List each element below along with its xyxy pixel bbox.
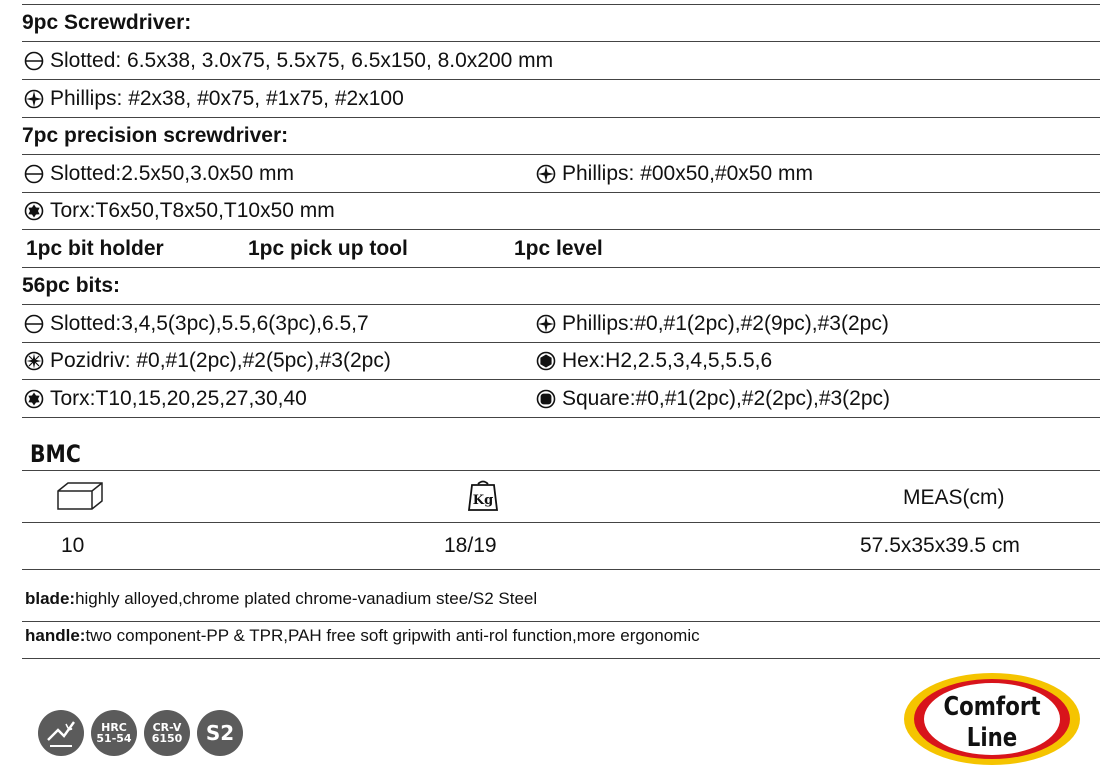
section-title: 56pc bits: <box>22 274 121 297</box>
pozidriv-spec: Pozidriv: #0,#1(2pc),#2(5pc),#3(2pc) <box>50 349 391 372</box>
section-title: 9pc Screwdriver: <box>22 10 192 34</box>
handle-note <box>22 626 1100 659</box>
list-item <box>22 193 1100 230</box>
box-icon <box>56 481 104 511</box>
bmc-qty: 10 <box>61 534 85 557</box>
list-item <box>22 380 1100 418</box>
pick-up-tool-label: 1pc pick up tool <box>248 236 408 260</box>
meas-header: MEAS(cm) <box>903 486 1005 509</box>
pozidriv-icon <box>24 351 44 371</box>
bmc-weight: 18/19 <box>444 534 497 557</box>
blade-label: blade: <box>25 589 76 608</box>
bmc-title: BMC <box>30 440 81 468</box>
phillips-icon <box>536 314 556 334</box>
sparkle-icon <box>44 716 78 750</box>
square-icon <box>536 389 556 409</box>
list-item <box>22 42 1100 80</box>
bit-holder-label: 1pc bit holder <box>26 236 164 260</box>
bmc-meas: 57.5x35x39.5 cm <box>860 534 1020 557</box>
chrome-plated-badge <box>38 710 84 756</box>
divider <box>22 470 1100 471</box>
list-item <box>22 155 1100 193</box>
section-header-56pc <box>22 268 1100 305</box>
divider <box>22 522 1100 523</box>
phillips-spec: Phillips: #00x50,#0x50 mm <box>562 161 813 185</box>
list-item <box>22 80 1100 118</box>
slotted-icon <box>24 51 44 71</box>
phillips-icon <box>536 164 556 184</box>
s2-label: S2 <box>205 721 235 745</box>
hex-spec: Hex:H2,2.5,3,4,5,5.5,6 <box>562 349 773 372</box>
torx-icon <box>24 389 44 409</box>
list-item <box>22 343 1100 380</box>
hrc-line2: 51-54 <box>96 732 132 745</box>
crv-line2: 6150 <box>151 732 183 745</box>
comfort-line-logo <box>902 671 1082 767</box>
square-spec: Square:#0,#1(2pc),#2(2pc),#3(2pc) <box>562 386 891 410</box>
weight-icon <box>466 478 500 512</box>
section-title: 7pc precision screwdriver: <box>22 124 289 147</box>
blade-note <box>22 589 1100 622</box>
phillips-icon <box>24 89 44 109</box>
handle-text: two component-PP & TPR,PAH free soft gripwith anti-rol function,more ergonomic <box>85 626 700 645</box>
list-item <box>22 305 1100 343</box>
slotted-spec: Slotted: 6.5x38, 3.0x75, 5.5x75, 6.5x150, 8.0x200 mm <box>50 48 554 72</box>
torx-spec: Torx:T10,15,20,25,27,30,40 <box>50 386 307 410</box>
hrc-line1: HRC <box>101 721 127 734</box>
slotted-spec: Slotted:2.5x50,3.0x50 mm <box>50 161 294 185</box>
torx-spec: Torx:T6x50,T8x50,T10x50 mm <box>50 199 335 222</box>
comfort-line1: Comfort <box>943 690 1041 722</box>
crv-badge <box>144 710 190 756</box>
weight-icon-text: Kg <box>472 493 494 508</box>
slotted-icon <box>24 164 44 184</box>
slotted-icon <box>24 314 44 334</box>
section-header-7pc <box>22 118 1100 155</box>
hrc-badge <box>91 710 137 756</box>
crv-line1: CR-V <box>152 721 182 734</box>
torx-icon <box>24 201 44 221</box>
level-label: 1pc level <box>514 236 603 260</box>
blade-text: highly alloyed,chrome plated chrome-vanadium stee/S2 Steel <box>75 589 538 608</box>
singles-row <box>22 230 1100 268</box>
phillips-spec: Phillips:#0,#1(2pc),#2(9pc),#3(2pc) <box>562 311 889 335</box>
slotted-spec: Slotted:3,4,5(3pc),5.5,6(3pc),6.5,7 <box>50 311 369 335</box>
comfort-line2: Line <box>966 721 1018 753</box>
hex-icon <box>536 351 556 371</box>
section-header-9pc <box>22 4 1100 42</box>
divider <box>22 569 1100 570</box>
handle-label: handle: <box>25 626 86 645</box>
phillips-spec: Phillips: #2x38, #0x75, #1x75, #2x100 <box>50 86 404 110</box>
s2-badge <box>197 710 243 756</box>
